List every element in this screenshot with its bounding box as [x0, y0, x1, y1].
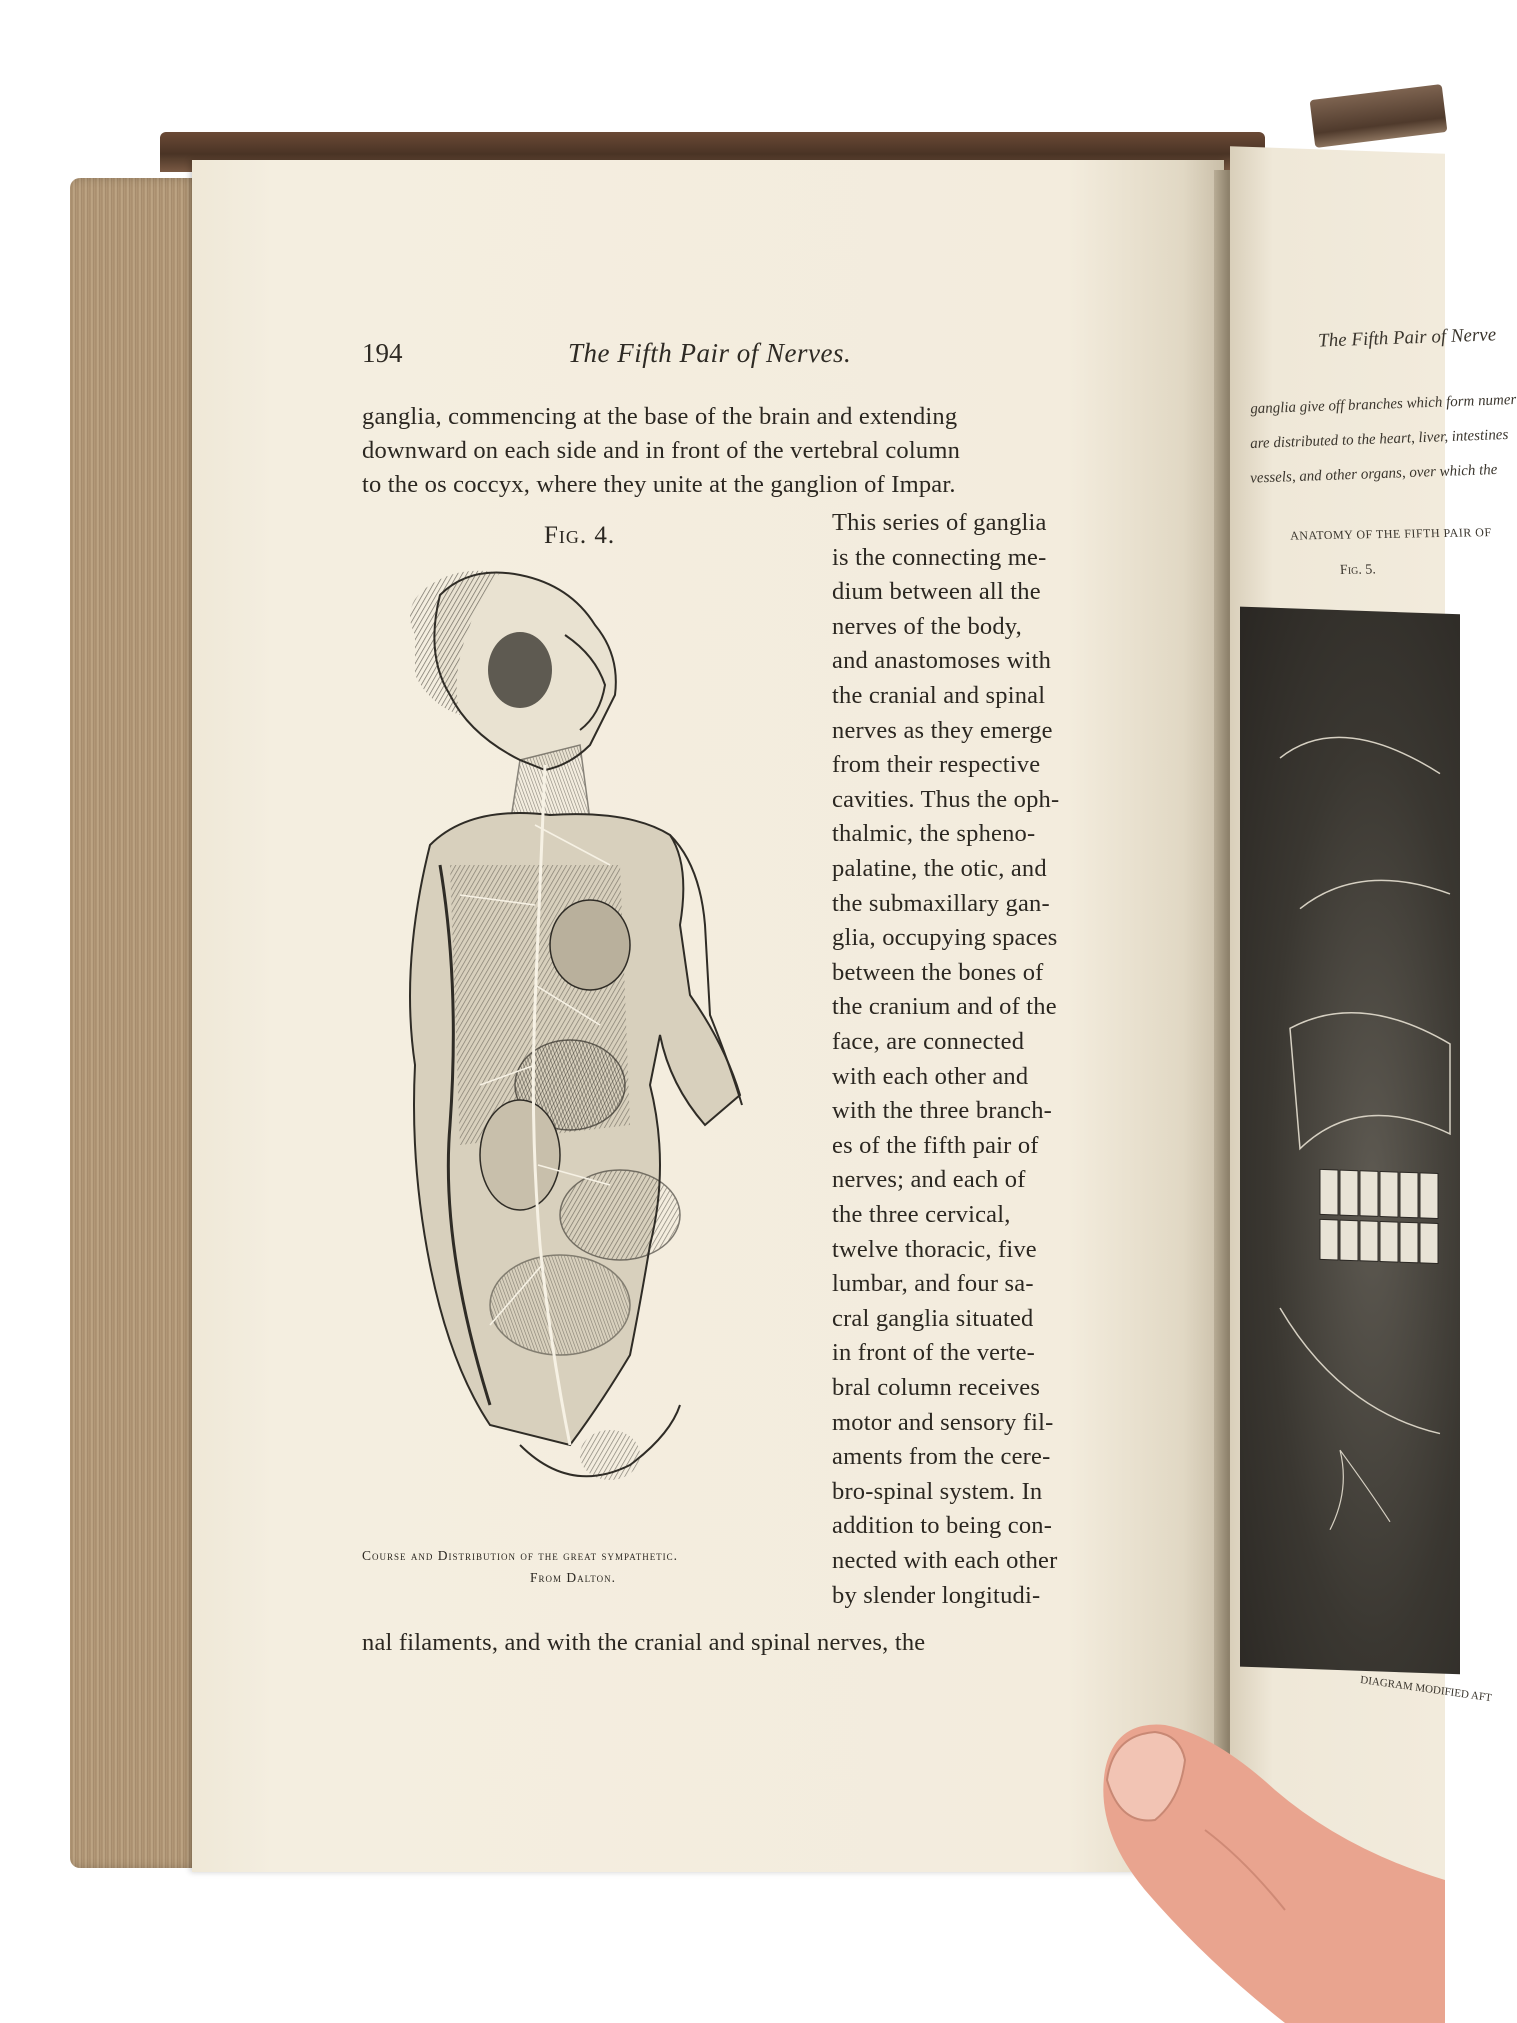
right-running-head: The Fifth Pair of Nerve [1317, 324, 1497, 352]
column-line: cavities. Thus the oph- [832, 785, 1060, 813]
column-line: This series of ganglia [832, 509, 1047, 536]
figure-credit: From Dalton. [530, 1570, 617, 1585]
column-line: face, are connected [832, 1028, 1025, 1055]
column-line: lumbar, and four sa- [832, 1270, 1034, 1298]
column-line: with each other and [832, 1062, 1029, 1090]
column-line: cral ganglia situated [832, 1304, 1034, 1332]
column-line: addition to being con- [832, 1512, 1053, 1540]
right-bottom-caption: DIAGRAM MODIFIED AFT [1359, 1673, 1493, 1705]
column-line: thalmic, the spheno- [832, 820, 1036, 848]
column-line: the submaxillary gan- [832, 889, 1050, 917]
column-line: glia, occupying spaces [832, 924, 1058, 952]
body-line: to the os coccyx, where they unite at the ganglion of Impar. [362, 471, 956, 498]
column-line: between the bones of [832, 958, 1044, 986]
anatomical-illustration [370, 565, 825, 1540]
right-figure-label: Fig. 5. [1339, 562, 1377, 579]
body-line: downward on each side and in front of the vertebral column [362, 437, 961, 464]
column-line: dium between all the [832, 578, 1041, 606]
figure-caption: Course and Distribution of the great sympathetic. [362, 1548, 679, 1563]
column-line: nected with each other [832, 1547, 1058, 1574]
page-number: 194 [362, 338, 403, 368]
book-fore-edge [70, 178, 200, 1868]
figure-label: Fig. 4. [544, 522, 616, 549]
right-body-line: ganglia give off branches which form numer [1249, 391, 1517, 418]
thumb [1085, 1710, 1445, 2023]
right-plate-caption: ANATOMY OF THE FIFTH PAIR OF [1289, 525, 1492, 543]
column-line: aments from the cere- [832, 1443, 1051, 1471]
column-line: by slender longitudi- [832, 1581, 1041, 1609]
column-line: palatine, the otic, and [832, 855, 1047, 882]
column-line: the cranium and of the [832, 993, 1057, 1021]
column-line: the cranial and spinal [832, 682, 1046, 709]
column-line: motor and sensory fil- [832, 1408, 1054, 1436]
column-line: nerves of the body, [832, 612, 1022, 640]
body-line: nal filaments, and with the cranial and spinal nerves, the [362, 1629, 926, 1656]
column-line: from their respective [832, 751, 1041, 779]
column-line: es of the fifth pair of [832, 1131, 1039, 1159]
column-line: twelve thoracic, five [832, 1235, 1037, 1263]
right-body-line: vessels, and other organs, over which the [1249, 461, 1498, 487]
column-line: with the three branch- [832, 1097, 1053, 1125]
column-line: nerves as they emerge [832, 716, 1053, 744]
column-line: nerves; and each of [832, 1166, 1026, 1194]
column-line: is the connecting me- [832, 543, 1047, 571]
body-line: ganglia, commencing at the base of the brain and extending [362, 403, 958, 430]
skull-plate-illustration [1240, 607, 1460, 1675]
right-body-line: are distributed to the heart, liver, intestines [1249, 426, 1509, 452]
running-head: The Fifth Pair of Nerves. [568, 338, 852, 368]
column-line: the three cervical, [832, 1201, 1011, 1228]
column-line: in front of the verte- [832, 1339, 1036, 1367]
book-cover-right-top [1310, 84, 1448, 148]
column-line: bro-spinal system. In [832, 1477, 1043, 1505]
right-page [1230, 146, 1517, 1954]
column-line: bral column receives [832, 1374, 1041, 1401]
column-line: and anastomoses with [832, 647, 1052, 675]
